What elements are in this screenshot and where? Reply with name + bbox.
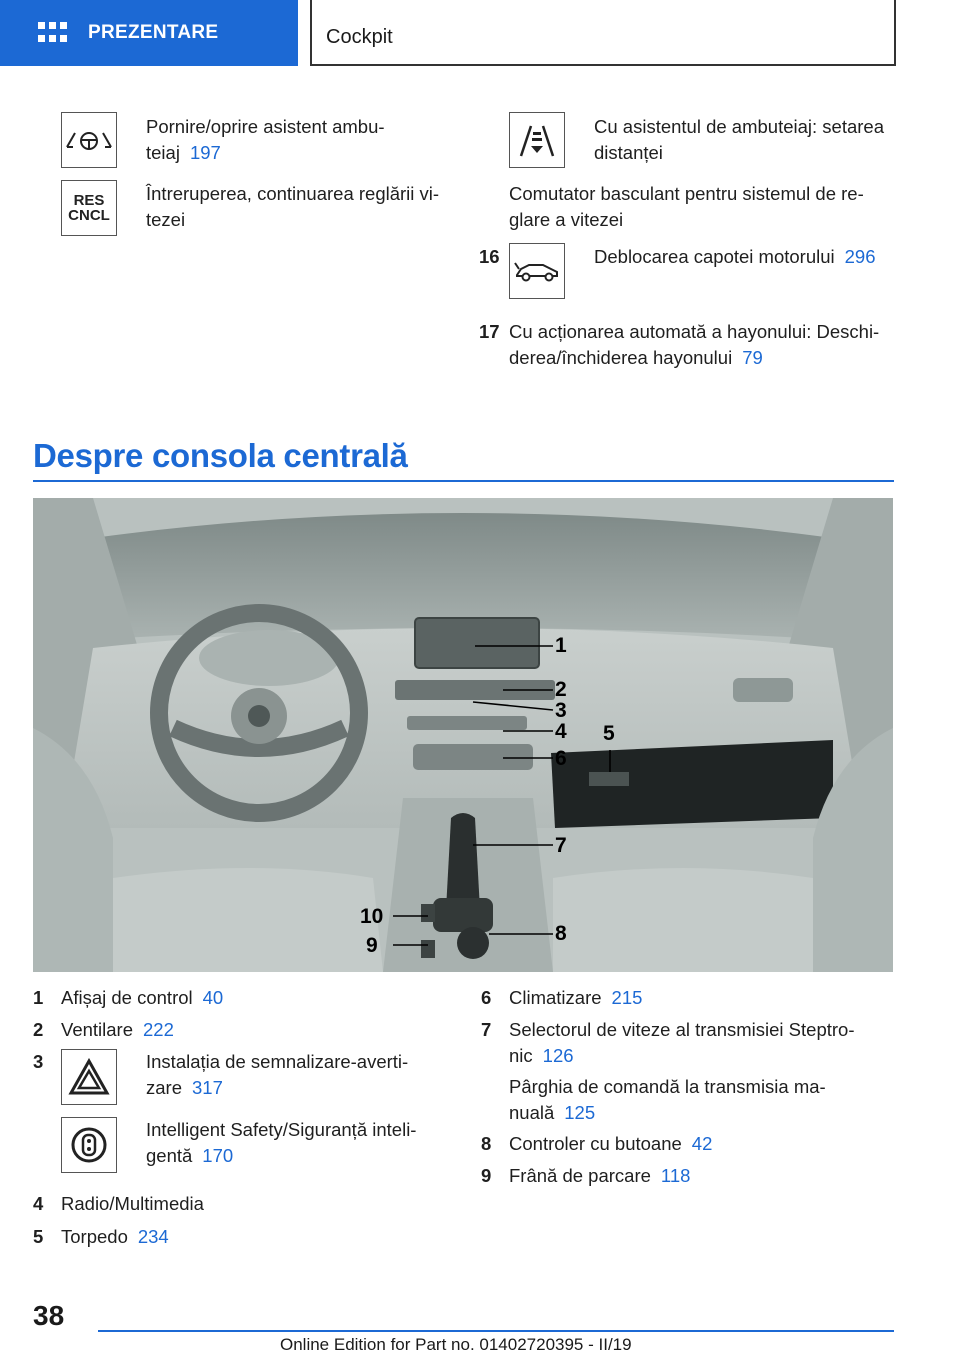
- item-number: 5: [33, 1226, 44, 1247]
- item-controller: Controler cu butoane 42: [509, 1133, 713, 1154]
- steering-assist-icon: [61, 112, 117, 168]
- page-ref-link[interactable]: 125: [564, 1102, 596, 1123]
- item-radio-multimedia: Radio/Multimedia: [61, 1193, 204, 1214]
- page-ref-link[interactable]: 197: [189, 142, 221, 163]
- callout-5: 5: [603, 722, 615, 745]
- center-console-illustration: [33, 498, 893, 972]
- callout-1: 1: [555, 634, 567, 657]
- item-hazard-warning: Instalația de semnalizare-averti- zare 317: [146, 1051, 409, 1098]
- item-number: 8: [481, 1133, 492, 1154]
- distance-setting-icon: [509, 112, 565, 168]
- item-number: 2: [33, 1019, 44, 1040]
- item-traffic-assist: Pornire/oprire asistent ambu- teiaj 197: [146, 116, 385, 163]
- callout-10: 10: [360, 905, 384, 928]
- page-ref-link[interactable]: 317: [192, 1077, 223, 1098]
- callout-9: 9: [366, 934, 378, 957]
- page-ref-link[interactable]: 222: [143, 1019, 174, 1040]
- item-control-display: Afișaj de control 40: [61, 987, 224, 1008]
- item-rocker-switch: Comutator basculant pentru sistemul de re- glare a vitezei: [509, 183, 864, 230]
- item-distance-setting: Cu asistentul de ambuteiaj: setarea distanței: [594, 116, 885, 163]
- item-tailgate: Cu acționarea automată a hayonului: Deschi- derea/închiderea hayonului 79: [509, 321, 880, 368]
- page-ref-link[interactable]: 40: [202, 987, 224, 1008]
- item-climate: Climatizare 215: [509, 987, 643, 1008]
- item-number: 16: [479, 246, 500, 267]
- page-ref-link[interactable]: 170: [202, 1145, 234, 1166]
- item-intelligent-safety: Intelligent Safety/Siguranță inteli- gentă 170: [146, 1119, 417, 1166]
- page-ref-link[interactable]: 126: [542, 1045, 574, 1066]
- page-ref-link[interactable]: 234: [137, 1226, 169, 1247]
- callout-8: 8: [555, 922, 567, 945]
- grid-menu-icon: [38, 22, 66, 44]
- callout-3: 3: [555, 699, 567, 722]
- callout-7: 7: [555, 834, 567, 857]
- page-ref-link[interactable]: 42: [691, 1133, 713, 1154]
- item-number: 6: [481, 987, 492, 1008]
- tab-prezentare[interactable]: [0, 0, 298, 66]
- item-number: 1: [33, 987, 44, 1008]
- item-number: 9: [481, 1165, 492, 1186]
- item-number: 7: [481, 1019, 492, 1040]
- item-res-cncl: Întreruperea, continuarea reglării vi- tezei: [146, 183, 440, 230]
- item-parking-brake: Frână de parcare 118: [509, 1165, 691, 1186]
- section-divider: [33, 480, 894, 482]
- page-header: [0, 0, 960, 66]
- intelligent-safety-icon: [61, 1117, 117, 1173]
- callout-2: 2: [555, 678, 567, 701]
- item-number: 3: [33, 1051, 44, 1072]
- tab-cockpit-label: Cockpit: [326, 26, 393, 48]
- footer-edition: Online Edition for Part no. 01402720395 - II/19: [280, 1335, 632, 1354]
- item-manual-gear-lever: Pârghia de comandă la transmisia ma- nuală 125: [509, 1076, 826, 1123]
- page-number: 38: [33, 1300, 65, 1331]
- item-number: 4: [33, 1193, 44, 1214]
- page-ref-link[interactable]: 296: [844, 246, 876, 267]
- section-title: Despre consola centrală: [33, 437, 408, 474]
- item-glovebox: Torpedo 234: [61, 1226, 169, 1247]
- res-cncl-icon: RES CNCL: [61, 180, 117, 236]
- hazard-warning-icon: [61, 1049, 117, 1105]
- page-ref-link[interactable]: 215: [611, 987, 643, 1008]
- item-hood-release: Deblocarea capotei motorului 296: [594, 246, 876, 267]
- item-steptronic-selector: Selectorul de viteze al transmisiei Steptro- nic 126: [509, 1019, 855, 1066]
- page-ref-link[interactable]: 79: [742, 347, 763, 368]
- item-ventilation: Ventilare 222: [61, 1019, 174, 1040]
- callout-6: 6: [555, 747, 567, 770]
- tab-cockpit[interactable]: [310, 0, 896, 66]
- item-number: 17: [479, 321, 500, 342]
- hood-release-icon: [509, 243, 565, 299]
- footer-divider: [98, 1330, 894, 1332]
- page-ref-link[interactable]: 118: [660, 1165, 691, 1186]
- callout-4: 4: [555, 720, 567, 743]
- tab-prezentare-label: PREZENTARE: [88, 22, 219, 43]
